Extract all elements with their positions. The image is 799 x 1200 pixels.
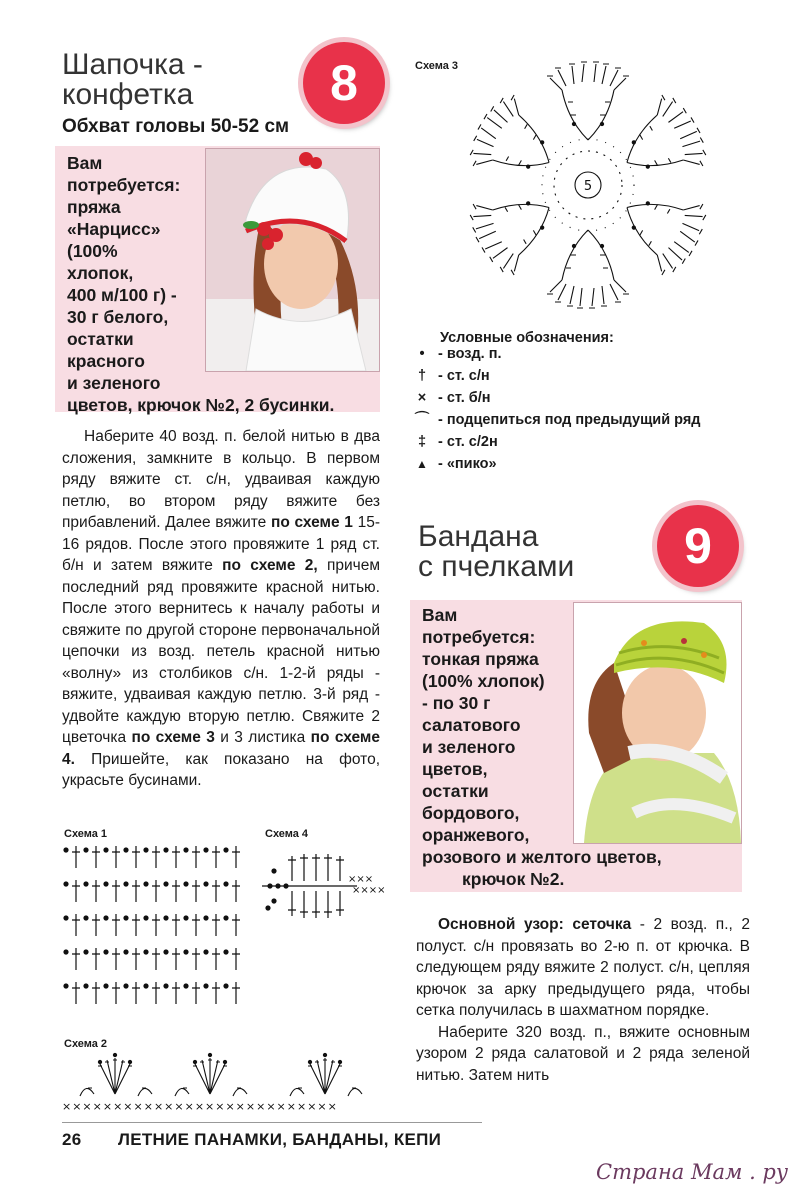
pattern-name: Основной узор: сеточка — [438, 916, 632, 933]
hat2-materials-line: цветов, — [422, 759, 488, 779]
hat2-materials-line: тонкая пряжа — [422, 649, 539, 669]
legend-text: - подцепиться под предыдущий ряд — [438, 412, 701, 428]
scheme1-label: Схема 1 — [64, 828, 108, 840]
instructions-paragraph: Наберите 320 возд. п., вяжите основным узором 2 ряда салатовой и 2 ряда зеленой нитью. Затем нить — [416, 1023, 750, 1084]
legend-item — [412, 387, 747, 409]
text-run: причем последний ряд провяжите красной нитью. После этого вернитесь к началу работы и свяжите по другой стороне первоначальной цепочки из возд. петель красной нитью «волну» из столбиков с/н. 1-2-й ряды - вяжите, удваивая каждую петлю. 3-й ряд - удвойте каждую вторую петлю. Свяжите 2 цветочка — [62, 557, 380, 746]
hat1-materials-line: и зеленого — [67, 373, 161, 393]
hat1-materials-line: пряжа — [67, 197, 121, 217]
legend-item — [412, 453, 747, 475]
hat2-materials-line: - по 30 г — [422, 693, 491, 713]
hat1-instructions — [62, 426, 380, 792]
hat1-title-line1: Шапочка - — [62, 48, 203, 81]
scheme-ref: по схеме 1 — [270, 514, 353, 531]
hat2-materials-line: потребуется: — [422, 627, 536, 647]
scheme-ref: по схеме 4. — [62, 729, 380, 768]
double-dagger-icon: ‡ — [417, 434, 427, 450]
dagger-icon: † — [417, 368, 427, 384]
legend-title: Условные обозначения: — [440, 330, 614, 346]
scheme3-center-label: 5 — [583, 179, 593, 194]
watermark: Страна Мам . ру — [596, 1160, 789, 1184]
hat2-materials-line: и зеленого — [422, 737, 516, 757]
scheme-ref: по схеме 3 — [131, 729, 215, 746]
section-title: ЛЕТНИЕ ПАНАМКИ, БАНДАНЫ, КЕПИ — [118, 1130, 442, 1149]
hat2-materials-line: салатового — [422, 715, 521, 735]
hat2-number-badge: 9 — [657, 505, 739, 587]
text-run: Пришейте, как показано на фото, украсьте бусинами. — [62, 750, 380, 789]
hat2-materials-box — [410, 600, 742, 892]
legend-item — [412, 409, 743, 431]
legend-text: - ст. б/н — [438, 390, 491, 406]
scheme4-label: Схема 4 — [265, 828, 309, 840]
hat2-title-line2: с пчелками — [418, 550, 575, 583]
scheme-ref: по схеме 2, — [222, 557, 318, 574]
hat2-instructions — [416, 914, 750, 1086]
text-run: Наберите 40 возд. п. белой нитью в два сложения, замкните в кольцо. В первом ряду вяжите ст. с/н, удваивая каждую петлю, во втором ряду вяжите без прибавлений. Далее вяжите — [62, 428, 380, 531]
page-number: 26 — [62, 1130, 82, 1149]
scheme3-label: Схема 3 — [415, 60, 459, 72]
hat1-materials-line: потребуется: — [67, 175, 181, 195]
svg-text:××××: ×××× — [352, 885, 386, 896]
scheme3-diagram — [450, 60, 735, 320]
hat1-photo — [205, 148, 380, 372]
hat1-materials-line: цветов, крючок №2, 2 бусинки. — [67, 395, 335, 415]
scheme4-diagram — [262, 846, 387, 926]
hat1-materials-box — [55, 146, 380, 415]
hat2-materials-line: (100% хлопок) — [422, 671, 545, 691]
triangle-icon: ▲ — [416, 457, 428, 471]
hat1-title-line2: конфетка — [62, 78, 194, 111]
legend-text: - «пико» — [438, 456, 497, 472]
text-run: 15-16 рядов. После этого провяжите 1 ряд ст. б/н и затем вяжите — [62, 514, 381, 574]
legend-text: - ст. с/н — [438, 368, 490, 384]
legend-item — [412, 343, 747, 365]
legend-item — [412, 431, 747, 453]
scheme1-diagram — [60, 842, 245, 1027]
scheme2-label: Схема 2 — [64, 1038, 108, 1050]
footer-divider — [62, 1122, 482, 1123]
hat2-materials-line: розового и желтого цветов, — [422, 847, 662, 867]
svg-text:×××: ××× — [348, 874, 374, 885]
legend-list — [412, 343, 747, 475]
hat1-materials-line: 400 м/100 г) - — [67, 285, 177, 305]
arc-icon: ⌒ — [414, 412, 430, 428]
legend-item — [412, 365, 747, 387]
hat1-materials-line: красного — [67, 351, 145, 371]
hat2-materials-line: крючок №2. — [462, 869, 565, 889]
hat2-materials-line: Вам — [422, 605, 458, 625]
hat2-materials — [422, 604, 662, 890]
text-run: - 2 возд. п., 2 полуст. с/н провязать во 2-ю п. от крючка. В следующем ряду вяжите 2 полуст. с/н, цепляя крючок за арку предыдущего ряда, чтобы сетка получилась в шахматном порядке. — [416, 916, 750, 1019]
hat2-materials-line: бордового, — [422, 803, 520, 823]
text-run: и 3 листика — [214, 729, 311, 746]
legend-text: - ст. с/2н — [438, 434, 498, 450]
hat1-materials-line: Вам — [67, 153, 103, 173]
cross-icon: × — [417, 390, 427, 406]
hat1-materials — [67, 152, 335, 416]
hat1-size: Обхват головы 50-52 см — [62, 116, 290, 137]
legend-text: - возд. п. — [438, 346, 502, 362]
hat1-materials-line: остатки — [67, 329, 134, 349]
hat1-number-badge: 8 — [303, 42, 385, 124]
hat2-materials-line: оранжевого, — [422, 825, 530, 845]
hat1-materials-line: 30 г белого, — [67, 307, 169, 327]
scheme2-diagram — [60, 1052, 390, 1114]
hat1-materials-line: (100% — [67, 241, 118, 261]
hat1-materials-line: хлопок, — [67, 263, 134, 283]
hat1-materials-line: «Нарцисс» — [67, 219, 161, 239]
hat2-title-line1: Бандана — [418, 520, 539, 553]
svg-text:×××××××××××××××××××××××××××: ××××××××××××××××××××××××××× — [62, 1100, 338, 1113]
dot-icon: • — [419, 346, 425, 362]
hat2-materials-line: остатки — [422, 781, 489, 801]
